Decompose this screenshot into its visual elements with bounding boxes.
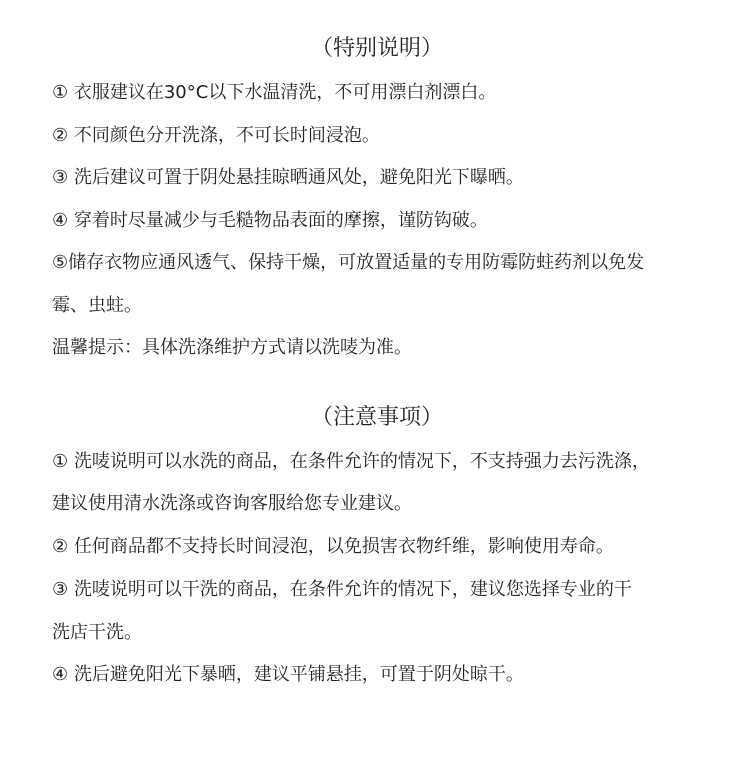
precaution-line: ② 任何商品都不支持长时间浸泡，以免损害衣物纤维，影响使用寿命。 (52, 536, 614, 558)
precautions-title: （注意事项） (310, 404, 443, 430)
care-instruction-line: ① 衣服建议在30°C以下水温清洗，不可用漂白剂漂白。 (52, 82, 497, 103)
precautions-section (52, 370, 702, 698)
precaution-line: 洗店干洗。 (52, 621, 142, 643)
precaution-line: ① 洗唛说明可以水洗的商品，在条件允许的情况下，不支持强力去污洗涤， (52, 450, 650, 472)
precaution-line: ④ 洗后避免阳光下暴晒，建议平铺悬挂，可置于阴处晾干。 (52, 664, 524, 686)
care-instruction-line: ⑤储存衣物应通风透气、保持干燥，可放置适量的专用防霉防蛀药剂以免发 (52, 252, 645, 273)
care-instruction-line: ② 不同颜色分开洗涤，不可长时间浸泡。 (52, 124, 380, 146)
care-instructions-title: （特别说明） (310, 36, 443, 61)
care-instruction-line: ③ 洗后建议可置于阴处悬挂晾晒通风处，避免阳光下曝晒。 (52, 167, 524, 188)
care-instructions-section (52, 0, 702, 370)
precaution-line: ③ 洗唛说明可以干洗的商品，在条件允许的情况下，建议您选择专业的干 (52, 578, 632, 600)
care-tip-line: 温馨提示：具体洗涤维护方式请以洗唛为准。 (52, 337, 412, 358)
care-instruction-line: ④ 穿着时尽量减少与毛糙物品表面的摩擦，谨防钩破。 (52, 209, 488, 231)
precaution-line: 建议使用清水洗涤或咨询客服给您专业建议。 (52, 493, 412, 515)
care-instruction-line: 霉、虫蛀。 (52, 294, 142, 316)
